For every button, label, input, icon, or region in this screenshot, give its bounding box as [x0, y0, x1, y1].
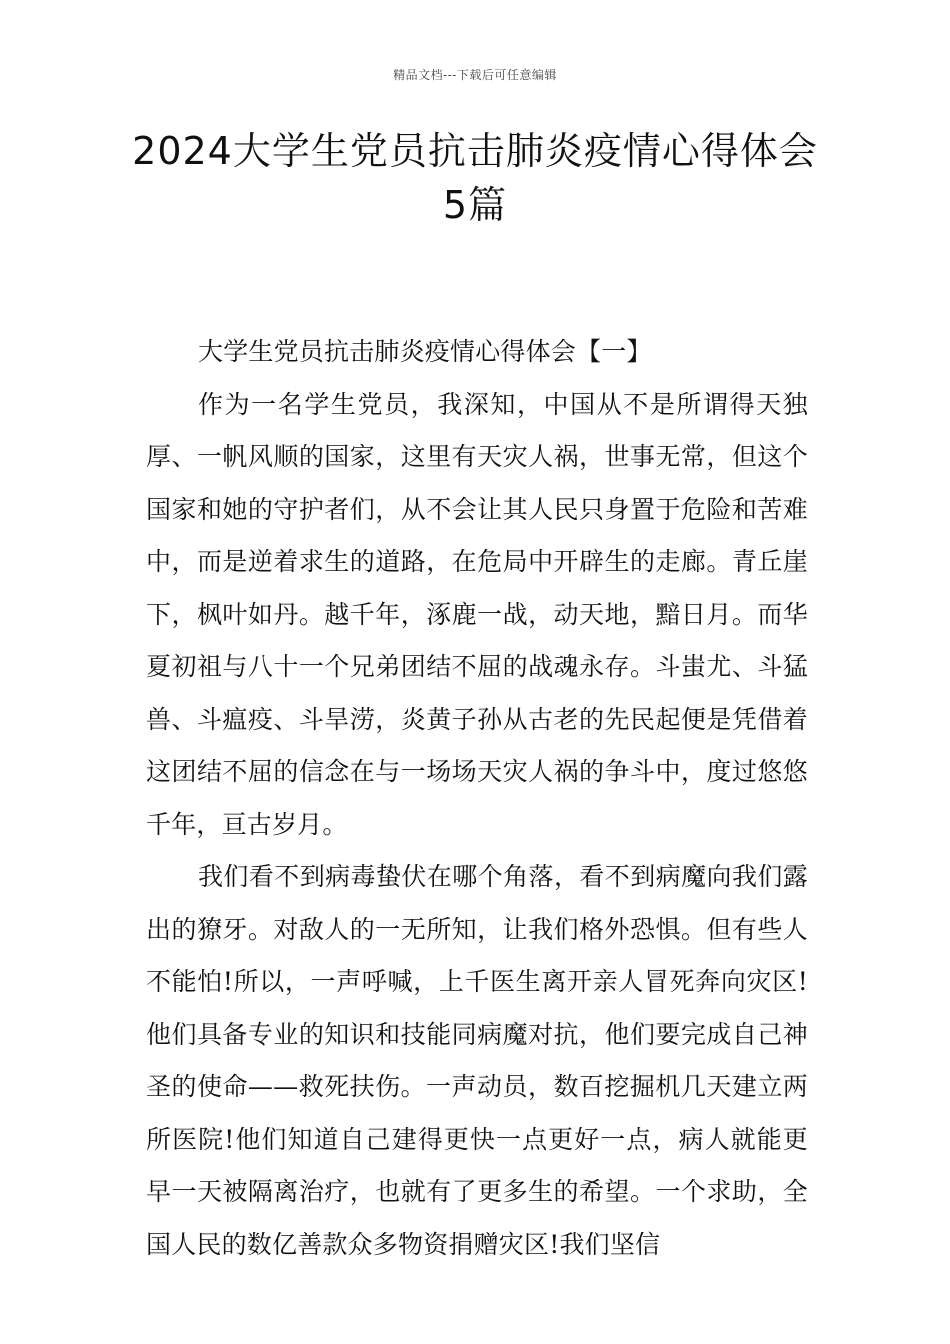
- document-body: [146, 326, 808, 1271]
- section-heading: 大学生党员抗击肺炎疫情心得体会【一】: [198, 337, 652, 366]
- header-note: 精品文档---下载后可任意编辑: [393, 68, 557, 82]
- paragraph: 作为一名学生党员，我深知，中国从不是所谓得天独厚、一帆风顺的国家，这里有天灾人祸，世事无常，但这个国家和她的守护者们，从不会让其人民只身置于危险和苦难中，而是逆着求生的道路，在危局中开辟生的走廊。青丘崖下，枫叶如丹。越千年，涿鹿一战，动天地，黯日月。而华夏初祖与八十一个兄弟团结不屈的战魂永存。斗蚩尤、斗猛兽、斗瘟疫、斗旱涝，炎黄子孙从古老的先民起便是凭借着这团结不屈的信念在与一场场天灾人祸的争斗中，度过悠悠千年，亘古岁月。: [146, 389, 808, 839]
- document-title: 2024大学生党员抗击肺炎疫情心得体会5篇: [132, 129, 818, 227]
- paragraph: 我们看不到病毒蛰伏在哪个角落，看不到病魔向我们露出的獠牙。对敌人的一无所知，让我们格外恐惧。但有些人不能怕!所以，一声呼喊，上千医生离开亲人冒死奔向灾区!他们具备专业的知识和技能同病魔对抗，他们要完成自己神圣的使命——救死扶伤。一声动员，数百挖掘机几天建立两所医院!他们知道自己建得更快一点更好一点，病人就能更早一天被隔离治疗，也就有了更多生的希望。一个求助，全国人民的数亿善款众多物资捐赠灾区!我们坚信: [146, 862, 808, 1259]
